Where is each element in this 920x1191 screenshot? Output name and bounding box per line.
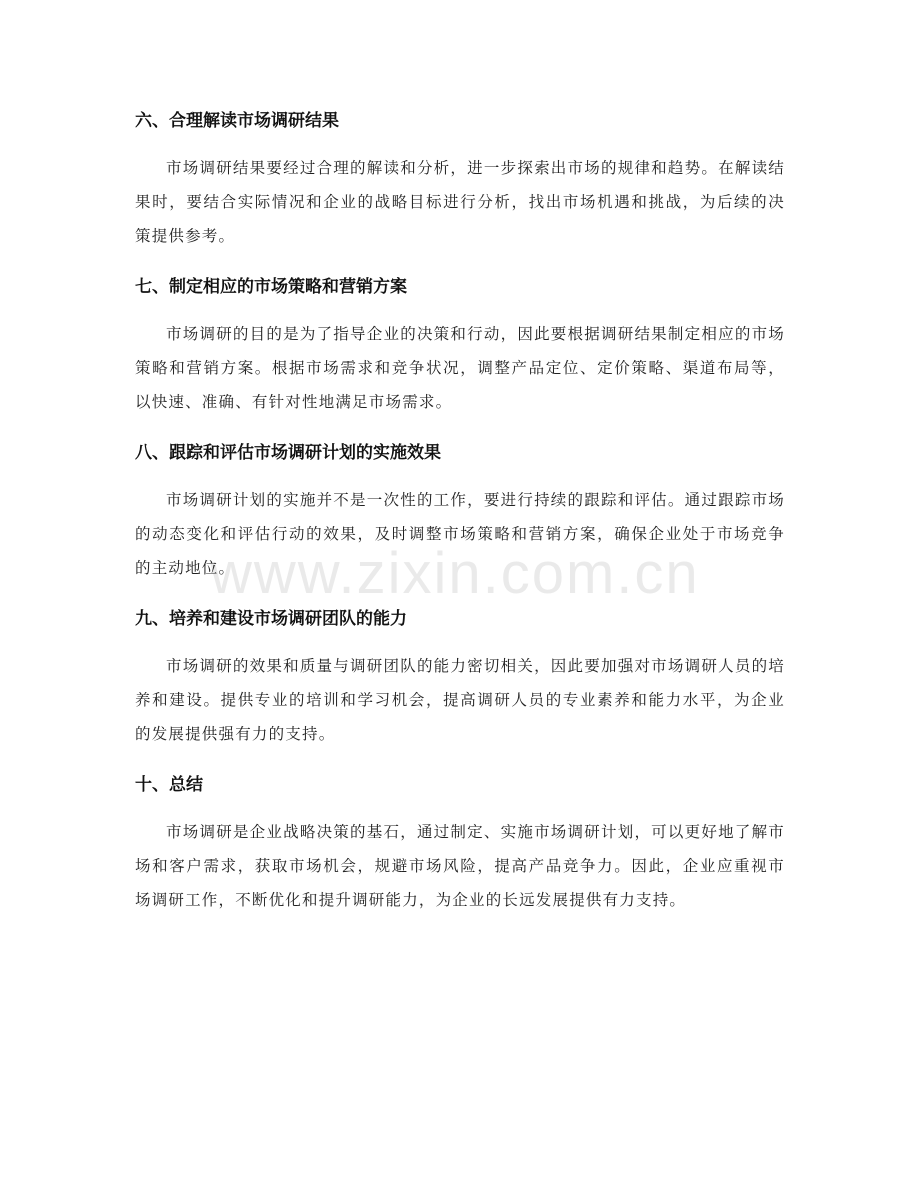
section-heading: 七、制定相应的市场策略和营销方案 — [135, 277, 407, 297]
section-10 — [135, 767, 785, 917]
section-paragraph: 市场调研的目的是为了指导企业的决策和行动，因此要根据调研结果制定相应的市场策略和营销方案。根据市场需求和竞争状况，调整产品定位、定价策略、渠道布局等，以快速、准确、有针对性地满足市场需求。 — [135, 325, 785, 411]
section-paragraph: 市场调研结果要经过合理的解读和分析，进一步探索出市场的规律和趋势。在解读结果时，要结合实际情况和企业的战略目标进行分析，找出市场机遇和挑战，为后续的决策提供参考。 — [135, 159, 785, 245]
section-6 — [135, 103, 785, 253]
watermark: www.zixin.com.cn — [210, 541, 700, 606]
section-heading: 九、培养和建设市场调研团队的能力 — [135, 609, 407, 629]
document-body — [135, 103, 785, 933]
section-heading: 六、合理解读市场调研结果 — [135, 111, 339, 131]
section-paragraph: 市场调研是企业战略决策的基石，通过制定、实施市场调研计划，可以更好地了解市场和客户需求，获取市场机会，规避市场风险，提高产品竞争力。因此，企业应重视市场调研工作，不断优化和提升调研能力，为企业的长远发展提供有力支持。 — [135, 823, 785, 909]
section-7 — [135, 269, 785, 419]
section-heading: 八、跟踪和评估市场调研计划的实施效果 — [135, 443, 441, 463]
section-paragraph: 市场调研的效果和质量与调研团队的能力密切相关，因此要加强对市场调研人员的培养和建设。提供专业的培训和学习机会，提高调研人员的专业素养和能力水平，为企业的发展提供强有力的支持。 — [135, 657, 785, 743]
section-9 — [135, 601, 785, 751]
section-paragraph: 市场调研计划的实施并不是一次性的工作，要进行持续的跟踪和评估。通过跟踪市场的动态变化和评估行动的效果，及时调整市场策略和营销方案，确保企业处于市场竞争的主动地位。 — [135, 491, 785, 577]
section-heading: 十、总结 — [135, 775, 203, 795]
section-8 — [135, 435, 785, 585]
